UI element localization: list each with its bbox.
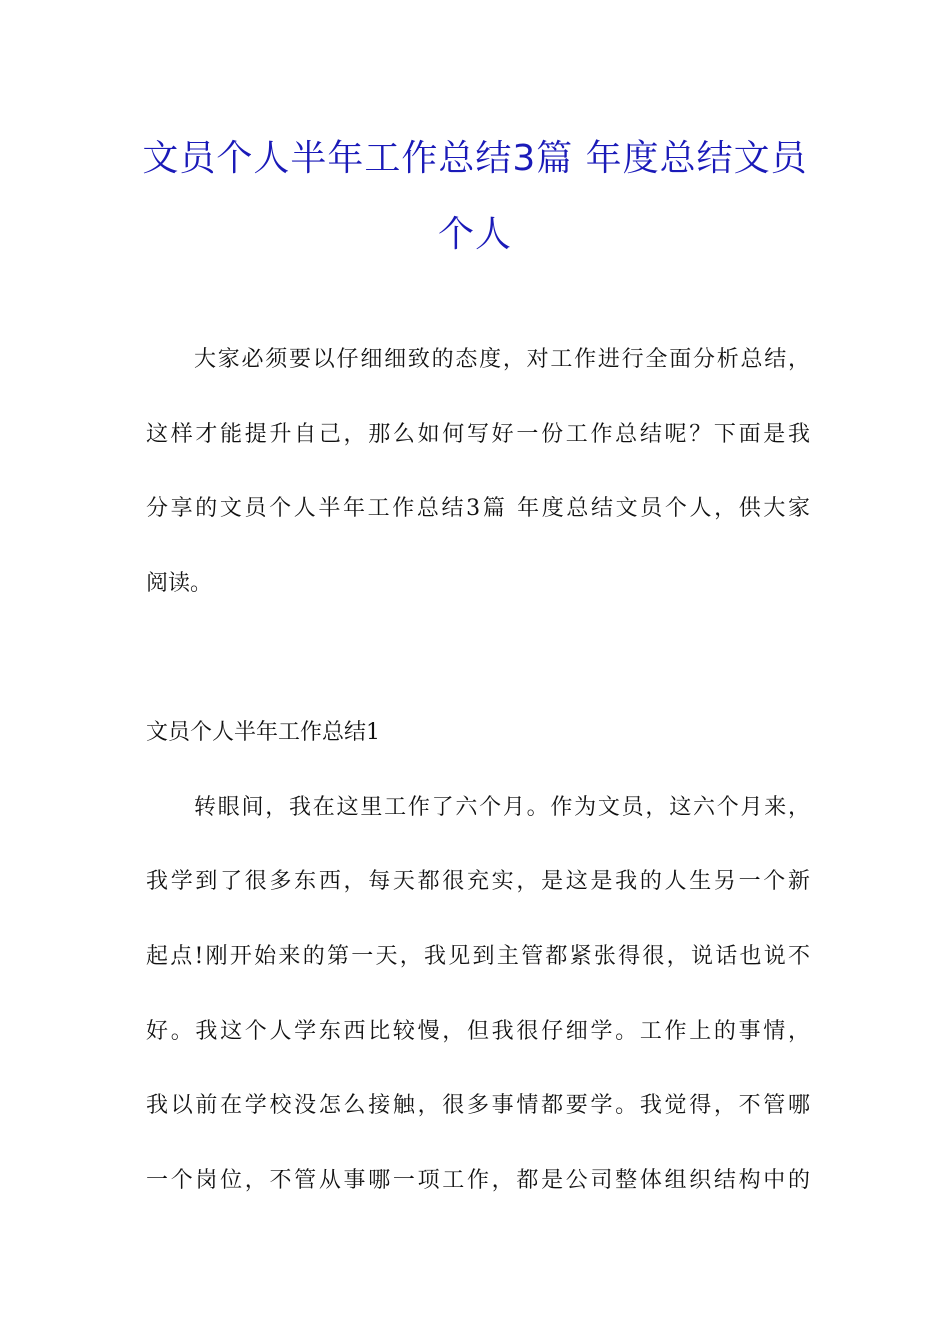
body-paragraph-line: 一个岗位，不管从事哪一项工作，都是公司整体组织结构中的 <box>146 1168 810 1193</box>
intro-paragraph-line: 分享的文员个人半年工作总结3篇 年度总结文员个人，供大家 <box>146 496 810 521</box>
body-paragraph-line: 转眼间，我在这里工作了六个月。作为文员，这六个月来， <box>194 795 810 820</box>
body-paragraph-line: 我学到了很多东西，每天都很充实，是这是我的人生另一个新 <box>146 869 810 894</box>
document-title-line-2: 个人 <box>437 214 512 255</box>
intro-paragraph-line: 大家必须要以仔细细致的态度，对工作进行全面分析总结， <box>194 347 810 372</box>
document-title-line-1: 文员个人半年工作总结3篇 年度总结文员 <box>142 138 808 179</box>
body-paragraph-line: 好。我这个人学东西比较慢，但我很仔细学。工作上的事情， <box>146 1019 810 1044</box>
body-paragraph-line: 起点!刚开始来的第一天，我见到主管都紧张得很，说话也说不 <box>146 944 810 969</box>
intro-paragraph-line: 这样才能提升自己，那么如何写好一份工作总结呢？下面是我 <box>146 422 810 447</box>
intro-paragraph-line: 阅读。 <box>146 571 213 596</box>
body-paragraph-line: 我以前在学校没怎么接触，很多事情都要学。我觉得，不管哪 <box>146 1093 810 1118</box>
section-heading: 文员个人半年工作总结1 <box>146 720 380 745</box>
